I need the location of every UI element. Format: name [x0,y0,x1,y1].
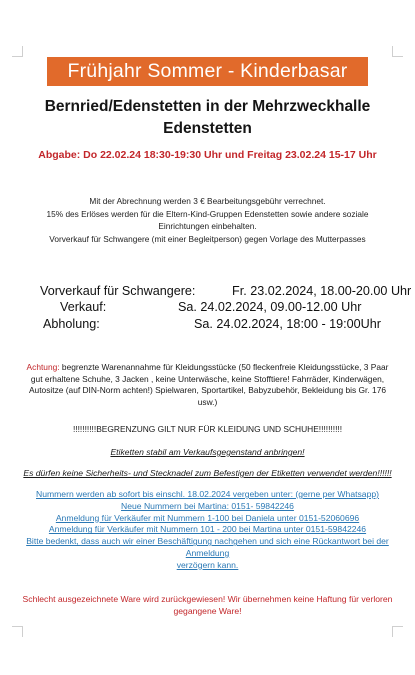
date-label-presale: Vorverkauf für Schwangere: [40,284,196,298]
headline-line-2: Edenstetten [163,120,252,137]
info-share-cont: Einrichtungen einbehalten. [158,221,257,231]
crop-mark-top-left [12,46,23,57]
headline-line-1: Bernried/Edenstetten in der Mehrzweckhalle [44,98,371,115]
crop-mark-bottom-left [12,626,23,637]
etiketten-notice: Etiketten stabil am Verkaufsgegenstand anbringen! [110,447,305,457]
achtung-label: Achtung: [26,362,60,372]
crop-mark-top-right [392,46,403,57]
info-fee: Mit der Abrechnung werden 3 € Bearbeitungsgebühr verrechnet. [89,196,326,206]
date-label-sale: Verkauf: [60,300,107,314]
registration-line-1: Nummern werden ab sofort bis einschl. 18.02.2024 vergeben unter: (gerne per Whatsapp) [36,489,379,499]
abgabe-times: Abgabe: Do 22.02.24 18:30-19:30 Uhr und Freitag 23.02.24 15-17 Uhr [38,149,377,161]
title-banner: Frühjahr Sommer - Kinderbasar [47,57,368,86]
date-value-presale: Fr. 23.02.2024, 18.00-20.00 Uhr [232,284,412,298]
registration-line-5: Bitte bedenkt, dass auch wir einer Beschäftigung nachgehen und sich eine Rückantwort bei der [26,536,389,547]
registration-line-4: Anmeldung für Verkäufer mit Nummern 101 - 200 bei Martina unter 0151-59842246 [48,524,367,535]
crop-mark-bottom-right [392,626,403,637]
registration-line-2: Neue Nummern bei Martina: 0151- 59842246 [121,500,294,511]
achtung-notice [22,362,393,408]
nadeln-notice: Es dürfen keine Sicherheits- und Stecknadel zum Befestigen der Etiketten verwendet werden!!!!!! [23,468,392,478]
date-value-pickup: Sa. 24.02.2024, 18:00 - 19:00Uhr [194,317,381,331]
achtung-text: begrenzte Warenannahme für Kleidungsstücke (50 fleckenfreie Kleidungsstücke, 3 Paar gut erhaltene Schuhe, 3 Jacken , keine Unterwäsche, keine Stofftiere! Fahrräder, Kinderwägen, Autositze (auf DIN-Norm achten!) Spielwaren, Sportartikel, Babyzubehör, Bekleidung bis Gr. 176 usw.) [28,362,389,407]
date-value-sale: Sa. 24.02.2024, 09.00-12.00 Uhr [178,300,362,314]
registration-line-3: Anmeldung für Verkäufer mit Nummern 1-100 bei Daniela unter 0151-52060696 [55,512,360,523]
registration-info [10,489,405,572]
footer-warning: Schlecht ausgezeichnete Ware wird zurückgewiesen! Wir übernehmen keine Haftung für verloren gegangene Ware! [22,594,393,617]
limit-notice: !!!!!!!!!!BEGRENZUNG GILT NUR FÜR KLEIDUNG UND SCHUHE!!!!!!!!!! [72,424,343,434]
date-label-pickup: Abholung: [43,317,100,331]
registration-line-6: Anmeldung [185,547,230,558]
registration-line-7: verzögern kann. [176,559,239,570]
info-presale: Vorverkauf für Schwangere (mit einer Begleitperson) gegen Vorlage des Mutterpasses [49,234,366,244]
info-share: 15% des Erlöses werden für die Eltern-Kind-Gruppen Edenstetten sowie andere soziale [46,209,369,219]
